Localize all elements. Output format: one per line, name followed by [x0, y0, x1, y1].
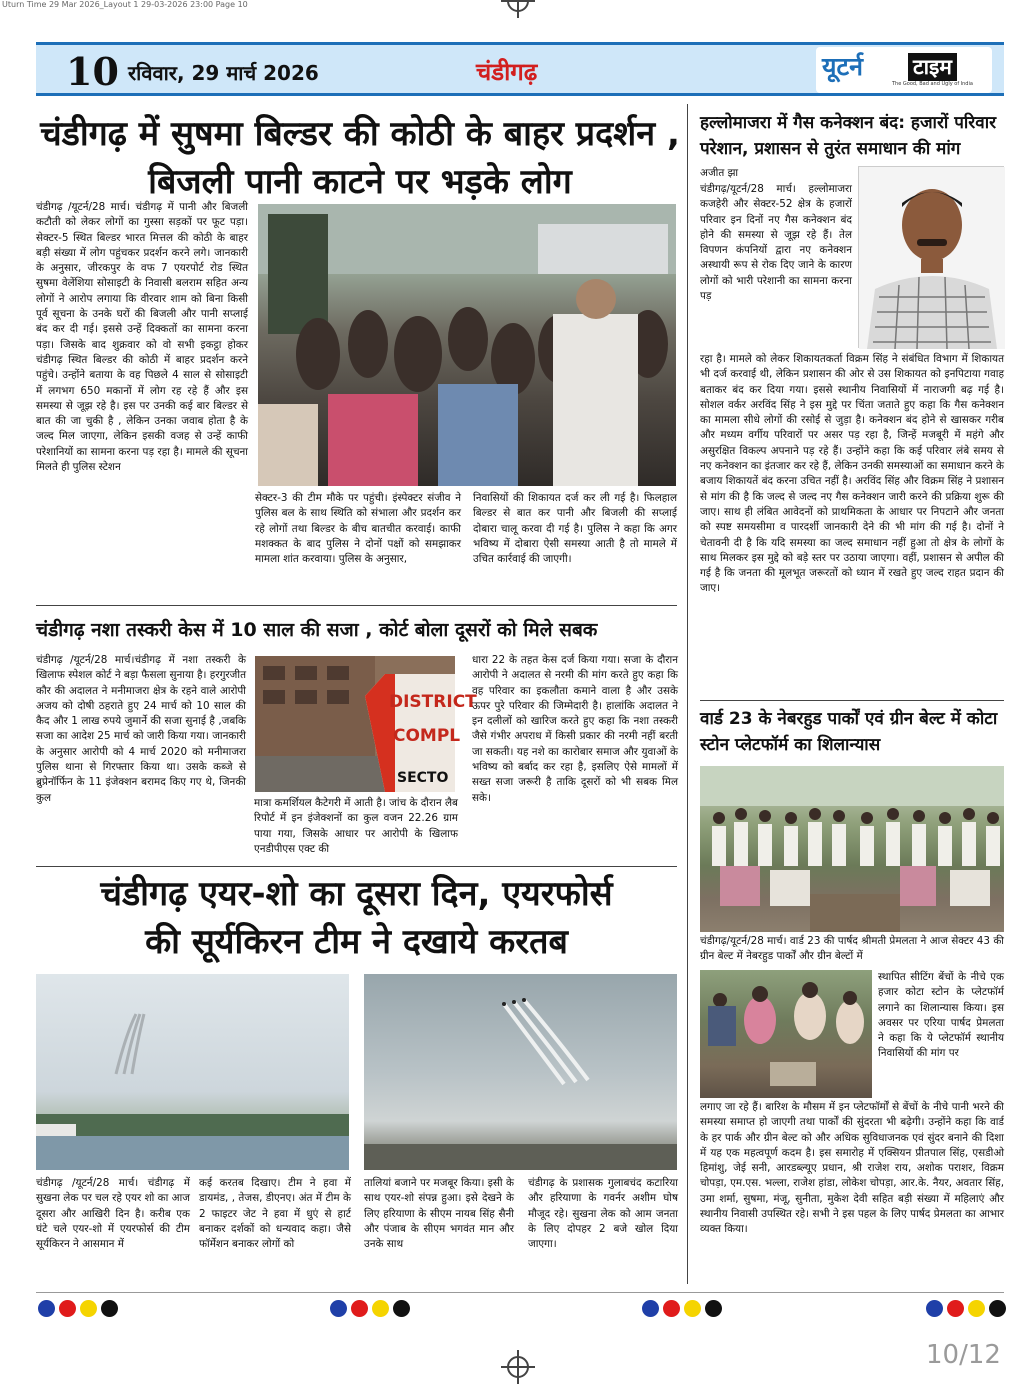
footer-rule	[36, 1292, 1004, 1293]
article3-col4: चंडीगढ़ के प्रशासक गुलाबचंद कटारिया और हरियाणा के गवर्नर अशीम घोष मौजूद रहे। सुखना लेक को आम जनता के लिए दोपहर 2 बजे खोल दिया जाएगा।	[528, 1177, 678, 1251]
group-photo-illustration	[700, 766, 1004, 932]
color-bar-3	[642, 1300, 722, 1317]
foundation-stone-photo	[700, 970, 872, 1098]
sign-text-1: DISTRICT	[389, 692, 477, 712]
header-date: रविवार, 29 मार्च 2026	[128, 61, 319, 85]
color-dot	[705, 1300, 722, 1317]
color-dot	[330, 1300, 347, 1317]
airshow-lake-photo	[36, 974, 349, 1170]
logo-primary-text: यूटर्न	[822, 52, 863, 81]
article4-headline: हल्लोमाजरा में गैस कनेक्शन बंद: हजारों परिवार परेशान, प्रशासन से तुरंत समाधान की मांग	[700, 113, 997, 159]
article1-col3: निवासियों की शिकायत दर्ज कर ली गई है। फिलहाल बिल्डर से बात कर पानी और बिजली की सप्लाई दोबारा चालू करवा दी गई है। पुलिस ने कहा कि अगर भविष्य में दोबारा ऐसी समस्या आती है तो मामले में उचित कार्रवाई की जाएगी।	[473, 492, 677, 566]
sign-text-3: SECTO	[397, 770, 449, 786]
article3-col3: तालियां बजाने पर मजबूर किया। इसी के साथ एयर-शो संपन्न हुआ। इसे देखने के लिए हरियाणा के सीएम नायब सिंह सैनी और पंजाब के सीएम भगवंत मान और उनके साथ	[364, 1177, 514, 1251]
color-bar-1	[38, 1300, 118, 1317]
page-header	[36, 42, 1004, 96]
article2-col3: धारा 22 के तहत केस दर्ज किया गया। सजा के दौरान आरोपी ने अदालत से नरमी की मांग करते हुए कहा कि वह परिवार का इकलौता कमाने वाला है और उसके ऊपर पुरे परिवार की जिम्मेदारी है। हालांकि अदालत ने इन दलीलों को खारिज करते हुए कहा कि नशा तस्करी जैसे गंभीर अपराध में किसी प्रकार की नरमी नहीं बरती जा सकती। यह नशे का कारोबार समाज और युवाओं के भविष्य को बर्बाद कर रहा है, इसलिए ऐसे मामलों में सख्त सजा जरूरी है ताकि दूसरों को भी सबक मिल सके।	[472, 654, 678, 804]
print-info: Uturn Time 29 Mar 2026_Layout 1 29-03-2026 23:00 Page 10	[2, 0, 248, 9]
color-dot	[393, 1300, 410, 1317]
header-city: चंडीगढ़	[476, 58, 538, 86]
article1-headline: चंडीगढ़ में सुषमा बिल्डर की कोठी के बाहर प्रदर्शन , बिजली पानी काटने पर भड़के लोग	[40, 114, 680, 202]
logo-tagline: The Good, Bad and Ugly of India	[892, 81, 973, 87]
color-dot	[38, 1300, 55, 1317]
newspaper-logo	[816, 47, 992, 93]
district-courts-photo	[255, 656, 477, 792]
airshow-sky-photo	[364, 974, 677, 1170]
color-dot	[372, 1300, 389, 1317]
color-dot	[80, 1300, 97, 1317]
color-dot	[663, 1300, 680, 1317]
article2-col1: चंडीगढ़ /यूटर्न/28 मार्च।चंडीगढ़ में नशा तस्करी के खिलाफ स्पेशल कोर्ट ने बड़ा फैसला सुनाया है। हरगुरजीत कौर की अदालत ने मनीमाजरा क्षेत्र के रहने वाले आरोपी अजय को दोषी ठहराते हुए 24 मार्च को 10 साल की कैद और 1 लाख रुपये जुमार्ने की सजा सुनाई है ,जबकि सजा का आदेश 25 मार्च को जारी किया गया। जानकारी के अनुसार आरोपी को 4 मार्च 2020 को मनीमाजरा पुलिस थाना से गिरफ्तार किया था। उसके कब्जे से ब्रुप्रेनॉर्फिन के 11 इंजेक्शन बरामद किए गए थे, जिनकी कुल	[36, 654, 246, 804]
color-bar-4	[926, 1300, 1006, 1317]
article2-headline: चंडीगढ़ नशा तस्करी केस में 10 साल की सजा , कोर्ट बोला दूसरों को मिले सबक	[36, 619, 598, 641]
page-counter: 10/12	[926, 1340, 1001, 1370]
article1-col1: चंडीगढ़ /यूटर्न/28 मार्च। चंडीगढ़ में पानी और बिजली कटौती को लेकर लोगों का गुस्सा सड़कों पर फूट पड़ा। सेक्टर-5 स्थित बिल्डर भारत मित्तल की कोठी के बाहर बड़ी संख्या में लोग पहुंचकर प्रदर्शन करने लगे। जानकारी के अनुसार, जीरकपुर के वफ 7 एयरपोर्ट रोड स्थित सुषमा वेलेंशिया सोसाइटी के निवासी बलराम सहित अन्य लोगों ने आरोप लगाया कि वीरवार शाम को बिना किसी पूर्व सूचना के उनके घरों की बिजली और पानी सप्लाई बंद कर दी गई। इससे उन्हें दिक्कतों का सामना करना पड़ा। जिसके बाद शुक्रवार को वो सभी इकट्ठा होकर चंडीगढ़ स्थित बिल्डर की कोठी में बाहर प्रदर्शन करने पहुंचे। उन्होंने बताया के वह पिछले 4 साल से सोसाइटी में लगभग 650 मकानों में लोग रह रहे हैं और इस समस्या से जूझ रहे है। इस पर उनकी कई बार बिल्डर से बात की जा चुकी है , लेकिन उनका जवाब होता है के जल्द मिल जाएगा, लेकिन इसकी वजह से उन्हें काफी परेशानियों का सामना करना पड़ रहा है। मामले की सूचना मिलते ही पुलिस स्टेशन	[36, 201, 248, 474]
portrait-illustration	[859, 167, 1005, 349]
article4-byline: अजीत झा	[700, 167, 739, 179]
column-divider	[687, 104, 688, 1284]
airshow-sky-illustration	[364, 974, 677, 1170]
article3-headline-line1: चंडीगढ़ एयर-शो का दूसरा दिन, एयरफोर्स	[100, 874, 613, 914]
sign-text-2: COMPL	[393, 726, 461, 746]
color-bar-2	[330, 1300, 410, 1317]
article1-col2: सेक्टर-3 की टीम मौके पर पहुंची। इंस्पेक्टर संजीव ने पुलिस बल के साथ स्थिति को संभाला और प्रदर्शन कर रहे लोगों तथा बिल्डर के बीच बातचीत करवाई। काफी मशक्कत के बाद पुलिस ने दोनों पक्षों को समझाकर मामला शांत करवाया। पुलिस के अनुसार,	[255, 492, 461, 566]
article3-col2: कई करतब दिखाए। टीम ने हवा में डायमंड, , तेजस, डीएनए। अंत में टीम के 2 फाइटर जेट ने हवा में धुएं से हार्ट बनाकर दर्शकों को धन्यवाद कहा। जैसे फॉर्मेशन बनाकर लोगों को	[199, 1177, 351, 1251]
color-dot	[968, 1300, 985, 1317]
protest-photo-illustration	[258, 204, 676, 486]
logo-secondary-text: टाइम	[908, 53, 957, 81]
color-dot	[101, 1300, 118, 1317]
color-dot	[59, 1300, 76, 1317]
airshow-lake-illustration	[36, 974, 349, 1170]
article2-divider	[36, 866, 677, 867]
article5-intro: चंडीगढ़/यूटर्न/28 मार्च। वार्ड 23 की पार्षद श्रीमती प्रेमलता ने आज सेक्टर 43 की ग्रीन बेल्ट में नेबरहुड पार्कों और ग्रीन बेल्टों में	[700, 935, 1004, 963]
protest-photo	[258, 204, 676, 486]
color-dot	[351, 1300, 368, 1317]
article4-body: रहा है। मामले को लेकर शिकायतकर्ता विक्रम सिंह ने संबंधित विभाग में शिकायत भी दर्ज करवाई थी, लेकिन प्रशासन की ओर से उस शिकायत को इनपिटाया गवाह बताकर बंद कर दिया गया। इससे स्थानीय निवासियों में नाराजगी बढ़ गई है। सोशल वर्कर अरविंद सिंह ने इस मुद्दे पर चिंता जताते हुए कहा कि गैस कनेक्शन का मामला सीधे लोगों की रसोई से जुड़ा है। कनेक्शन बंद होने से खासकर गरीब और मध्यम वर्गीय परिवारों पर असर पड़ रहा है, जिन्हें मजबूरी में महंगे और असुरक्षित विकल्प अपनाने पड़ रहे हैं। उन्होंने कहा कि कई परिवार लंबे समय से नए कनेक्शन का इंतजार कर रहे हैं, लेकिन उनकी समस्याओं का समाधान करने के बजाय शिकायतें बंद करना उचित नहीं है। अरविंद सिंह और विक्रम सिंह ने प्रशासन से मांग की है कि जल्द से जल्द नए गैस कनेक्शन जारी करने की प्रक्रिया शुरू की जाए। साथ ही लंबित आवेदनों को प्राथमिकता के आधार पर निपटाने और जनता को स्पष्ट समयसीमा व पारदर्शी जानकारी देने की भी मांग की गई है। दोनों ने चेतावनी दी है कि यदि समस्या का जल्द समाधान नहीं हुआ तो क्षेत्र के लोगों के साथ मिलकर इस मुद्दे को बड़े स्तर पर उठाया जाएगा। वहीं, प्रशासन से अपील की गई है कि जनता की मूलभूत जरूरतों को ध्यान में रखते हुए जल्द राहत प्रदान की जाए।	[700, 353, 1004, 595]
article3-col1: चंडीगढ़ /यूटर्न/28 मार्च। चंडीगढ़ में सुखना लेक पर चल रहे एयर शो का आज दूसरा और आखिरी दिन है। करीब एक घंटे चले एयर-शो में एयरफोर्स की टीम सूर्यकिरन ने आसमान में	[36, 1177, 190, 1251]
article1-divider	[36, 605, 677, 606]
article5-headline: वार्ड 23 के नेबरहुड पार्कों एवं ग्रीन बेल्ट में कोटा स्टोन प्लेटफॉर्म का शिलान्यास	[700, 709, 998, 755]
color-dot	[926, 1300, 943, 1317]
article5-body: लगाए जा रहे हैं। बारिश के मौसम में इन प्लेटफॉर्मों से बेंचों के नीचे पानी भरने की समस्या समाप्त हो जाएगी तथा पार्कों की सुंदरता भी बढ़ेगी। उन्होंने कहा कि वार्ड के हर पार्क और ग्रीन बेल्ट को और अधिक सुविधाजनक एवं सुंदर बनाने की दिशा में यह एक महत्वपूर्ण कदम है। इस समारोह में एक्सियन प्रीतपाल सिंह, एसडीओ हिमांशु, जेई सनी, आरडब्ल्यूए प्रधान, श्री राजेश राय, अशोक पराशर, विक्रम चोपड़ा, एम.एस. भल्ला, राजेश हांडा, लोकेश चोपड़ा, आर.के. नैयर, अवतार सिंह, उमा शर्मा, सुषमा, मंजू, सुनीता, मुकेश देवी सहित बड़ी संख्या में महिलाएं और स्थानीय निवासी उपस्थित रहे। सभी ने इस पहल के लिए पार्षद प्रेमलता का आभार व्यक्त किया।	[700, 1101, 1004, 1236]
article4-intro: चंडीगढ़/यूटर्न/28 मार्च। हल्लोमाजरा कजहेरी और सेक्टर-52 क्षेत्र के हजारों परिवार इन दिनों नए गैस कनेक्शन बंद होने की समस्या से जूझ रहे हैं। तेल विपणन कंपनियों द्वारा नए कनेक्शन अस्थायी रूप से रोक दिए जाने के कारण लोगों को भारी परेशानी का सामना करना पड़	[700, 183, 852, 303]
man-portrait-photo	[858, 166, 1004, 348]
article3-headline-line2: की सूर्यकिरन टीम ने दखाये करतब	[145, 922, 568, 962]
color-dot	[642, 1300, 659, 1317]
group-photo	[700, 766, 1004, 932]
article4-divider	[700, 700, 1004, 701]
bottom-registration-mark	[507, 1356, 529, 1378]
page-number: 10	[66, 49, 119, 94]
color-dot	[947, 1300, 964, 1317]
color-dot	[684, 1300, 701, 1317]
foundation-stone-illustration	[700, 970, 872, 1098]
article5-side: स्थापित सीटिंग बेंचों के नीचे एक हजार कोटा स्टोन के प्लेटफॉर्म लगाने का शिलान्यास किया। इस अवसर पर एरिया पार्षद प्रेमलता ने कहा कि ये प्लेटफॉर्म स्थानीय निवासियों की मांग पर	[878, 971, 1004, 1060]
top-registration-mark	[507, 0, 529, 12]
color-dot	[989, 1300, 1006, 1317]
article2-col2: मात्रा कमर्शियल कैटेगरी में आती है। जांच के दौरान लैब रिपोर्ट में इन इंजेक्शनों का कुल वजन 22.26 ग्राम पाया गया, जिसके आधार पर आरोपी के खिलाफ एनडीपीएस एक्ट की	[254, 797, 458, 855]
